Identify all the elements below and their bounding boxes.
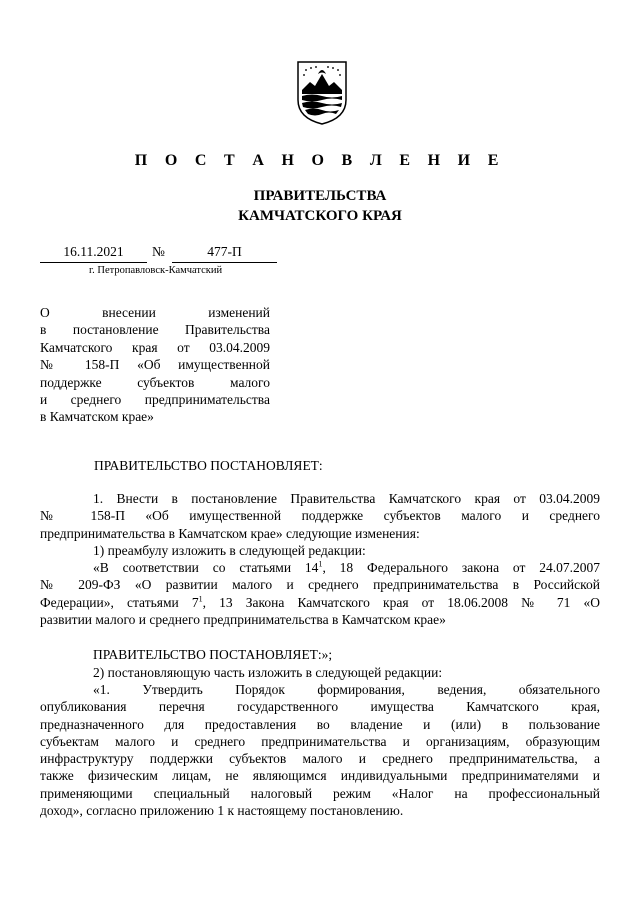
body-line: 1. Внести в постановление Правительства Камчатского края от 03.04.2009	[93, 491, 600, 506]
body-line: инфраструктуру поддержки субъектов малого и среднего предпринимательства, а	[40, 751, 600, 767]
body-line: доход», согласно приложению 1 к настоящему постановлению.	[40, 803, 404, 819]
body-line: субъектам малого и среднего предпринимательства и организациям, образующим	[40, 733, 600, 749]
body-line: ПРАВИТЕЛЬСТВО ПОСТАНОВЛЯЕТ:»;	[93, 647, 333, 663]
kamchatka-coat-of-arms-icon	[294, 60, 350, 126]
document-date: 16.11.2021	[63, 244, 124, 259]
subject-line: О внесении изменений	[40, 305, 270, 320]
subject-line: и среднего предпринимательства	[40, 391, 270, 407]
subject-line: в постановление Правительства	[40, 322, 270, 338]
subject-line: в Камчатском крае»	[40, 409, 154, 425]
body-line: предназначенного для предоставления во владение и (или) в пользование	[40, 716, 600, 732]
body-line: № 209-ФЗ «О развитии малого и среднего предпринимательства в Российской	[40, 577, 600, 593]
body-line: опубликования перечня государственного имущества Камчатского края,	[40, 699, 600, 715]
subject-line: № 158-П «Об имущественной	[40, 357, 270, 373]
document-type-title: П О С Т А Н О В Л Е Н И Е	[134, 152, 506, 169]
issuing-authority-line-2: КАМЧАТСКОГО КРАЯ	[238, 208, 402, 224]
subject-line: Камчатского края от 03.04.2009	[40, 339, 270, 355]
body-line: также физическим лицам, не являющимся индивидуальными предпринимателями и	[40, 768, 600, 784]
document-body	[40, 490, 600, 819]
issue-city: г. Петропавловск-Камчатский	[89, 265, 223, 276]
body-line: предпринимательства в Камчатском крае» следующие изменения:	[40, 525, 420, 541]
body-line: развитии малого и среднего предпринимательства в Камчатском крае»	[40, 612, 446, 628]
subject-line: поддержке субъектов малого	[40, 374, 270, 390]
body-line: 1) преамбулу изложить в следующей редакции:	[93, 542, 366, 558]
issuing-authority-line-1: ПРАВИТЕЛЬСТВА	[253, 188, 387, 204]
document-number: 477-П	[207, 244, 242, 259]
body-line: 2) постановляющую часть изложить в следующей редакции:	[93, 664, 443, 680]
date-underline	[40, 262, 147, 263]
number-underline	[172, 262, 277, 263]
body-line: применяющими специальный налоговый режим «Налог на профессиональный	[40, 785, 600, 801]
number-sign: №	[152, 244, 165, 259]
body-line: № 158-П «Об имущественной поддержке субъектов малого и среднего	[40, 508, 600, 524]
body-line: «В соответствии со статьями $14^1$, 18 Федерального закона от 24.07.2007	[93, 559, 600, 576]
body-line: Федерации», статьями $7^1$, 13 Закона Камчатского края от 18.06.2008 № 71 «О	[40, 594, 600, 610]
resolution-heading: ПРАВИТЕЛЬСТВО ПОСТАНОВЛЯЕТ:	[94, 458, 323, 473]
issuing-authority	[0, 186, 640, 226]
paragraph-gap	[40, 628, 600, 646]
body-line: «1. Утвердить Порядок формирования, ведения, обязательного	[93, 681, 600, 697]
document-subject	[40, 304, 270, 426]
